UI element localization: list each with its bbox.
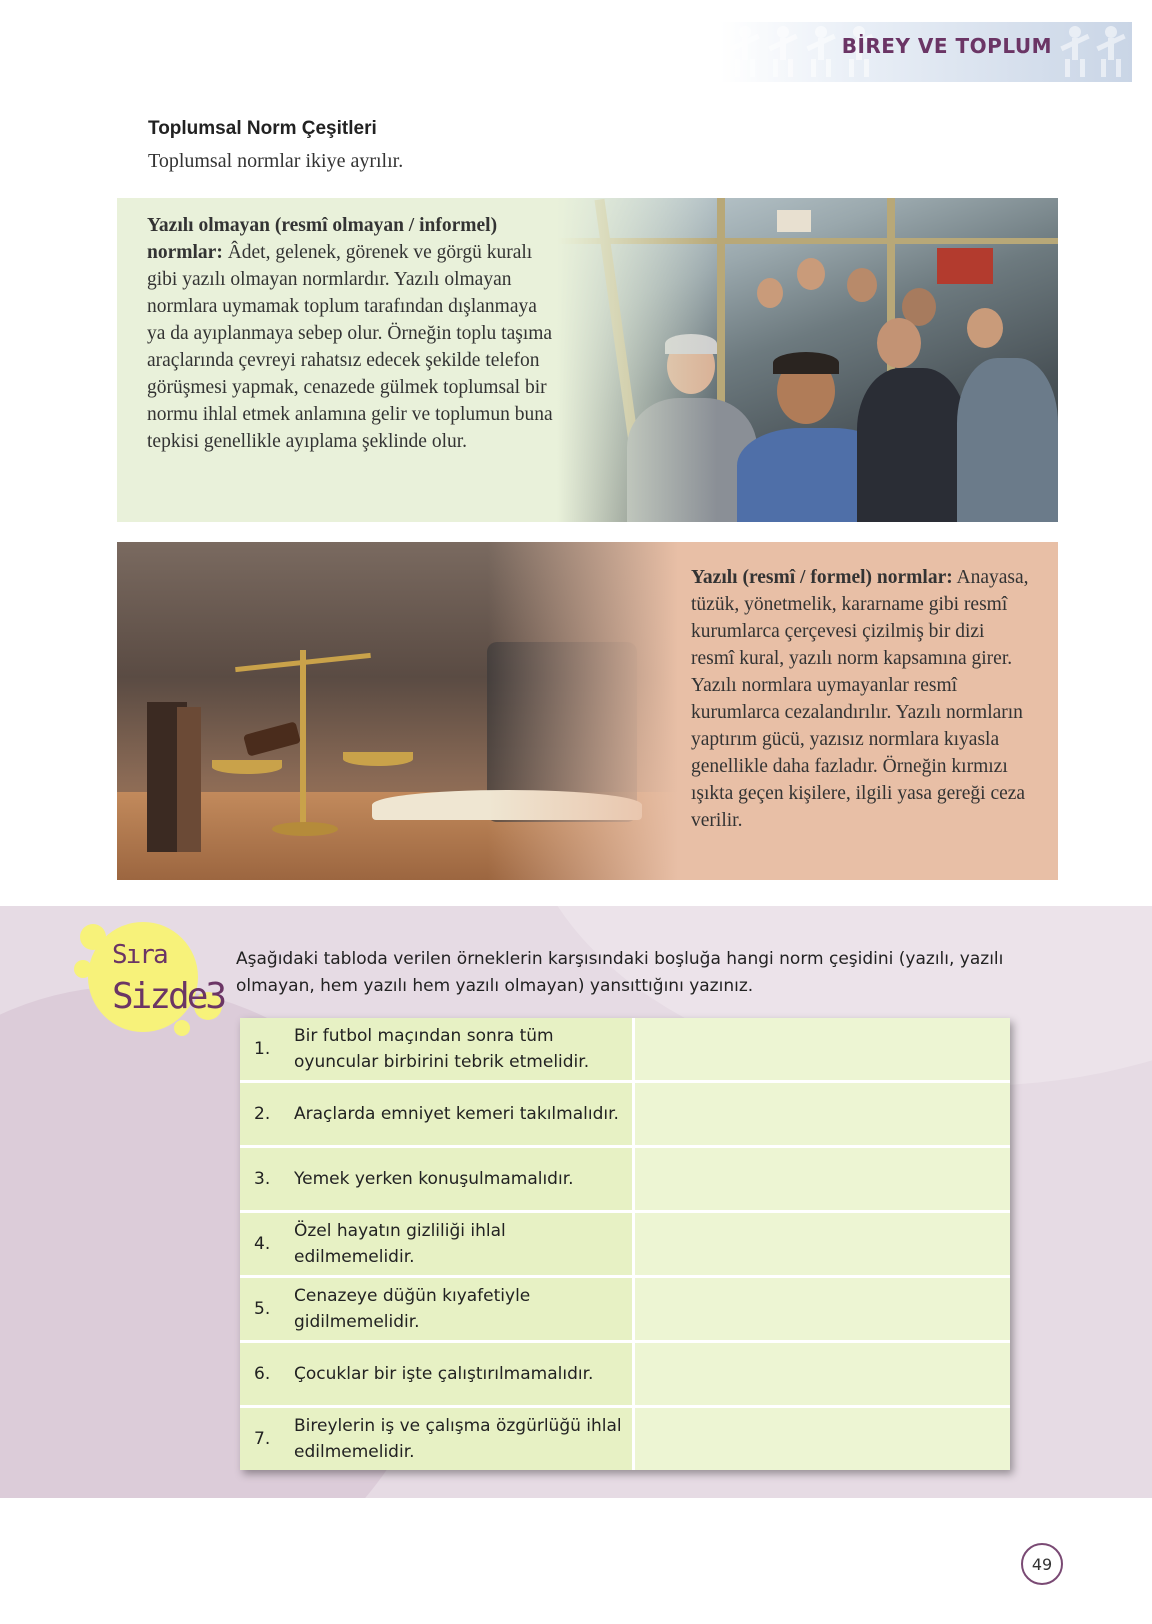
formal-norms-text — [691, 564, 1031, 834]
informal-norms-term: Yazılı olmayan (resmî olmayan / informel) normlar: — [147, 215, 498, 263]
formal-norms-box — [117, 542, 1058, 880]
badge-number: 3 — [205, 976, 225, 1017]
table-row — [240, 1213, 1010, 1278]
section-subtitle: Toplumsal normlar ikiye ayrılır. — [148, 150, 404, 172]
person-figure-icon — [768, 26, 798, 80]
row-number: 3. — [254, 1169, 271, 1189]
justice-scales-photo — [117, 542, 677, 880]
norms-table — [240, 1018, 1010, 1470]
person-figure-icon — [1096, 26, 1126, 80]
person-figure-icon — [1060, 26, 1090, 80]
row-number: 7. — [254, 1429, 271, 1449]
informal-norms-body: Âdet, gelenek, görenek ve görgü kuralı gibi yazılı olmayan normlardır. Yazılı olmayan normlara uymamak toplum tarafından dışlanmaya ya da ayıplanmaya sebep olur. Örneğin toplu taşıma araçlarında çevreyi rahatsız edecek şekilde telefon görüşmesi yapmak, cenazede gülmek toplumsal bir normu ihlal etmek anlamına gelir ve toplumun buna tepkisi genellikle ayıplama şeklinde olur. — [147, 242, 553, 452]
row-example: Yemek yerken konuşulmamalıdır. — [294, 1169, 574, 1189]
row-number: 1. — [254, 1039, 271, 1059]
answer-cell[interactable] — [635, 1148, 1010, 1210]
row-example: Özel hayatın gizliliği ihlal edilmemelidir. — [294, 1221, 506, 1267]
table-row — [240, 1278, 1010, 1343]
answer-cell[interactable] — [635, 1343, 1010, 1405]
table-row — [240, 1083, 1010, 1148]
row-example: Çocuklar bir işte çalıştırılmamalıdır. — [294, 1364, 594, 1384]
row-example: Araçlarda emniyet kemeri takılmalıdır. — [294, 1104, 619, 1124]
table-row — [240, 1343, 1010, 1408]
section-title: Toplumsal Norm Çeşitleri — [148, 118, 377, 139]
table-row — [240, 1148, 1010, 1213]
activity-instruction: Aşağıdaki tabloda verilen örneklerin karşısındaki boşluğa hangi norm çeşidini (yazılı, yazılı olmayan, hem yazılı hem yazılı olmayan) yansıttığını yazınız. — [236, 949, 1004, 996]
chapter-title: BİREY VE TOPLUM — [841, 34, 1052, 58]
table-row — [240, 1408, 1010, 1470]
row-number: 2. — [254, 1104, 271, 1124]
badge-label-line2 — [112, 976, 224, 1017]
person-figure-icon — [730, 26, 760, 80]
answer-cell[interactable] — [635, 1018, 1010, 1080]
formal-norms-term: Yazılı (resmî / formel) normlar: — [691, 567, 953, 588]
badge-label-word: Sizde — [112, 976, 206, 1017]
informal-norms-text — [147, 212, 557, 455]
person-figure-icon — [806, 26, 836, 80]
answer-cell[interactable] — [635, 1408, 1010, 1470]
answer-cell[interactable] — [635, 1278, 1010, 1340]
row-example: Bir futbol maçından sonra tüm oyuncular birbirini tebrik etmelidir. — [294, 1026, 590, 1072]
badge-label-line1: Sıra — [112, 940, 167, 970]
activity-badge — [82, 922, 225, 1032]
row-number: 5. — [254, 1299, 271, 1319]
table-row — [240, 1018, 1010, 1083]
answer-cell[interactable] — [635, 1083, 1010, 1145]
row-example: Cenazeye düğün kıyafetiyle gidilmemelidir. — [294, 1286, 531, 1332]
bus-passengers-photo — [557, 198, 1058, 522]
row-number: 6. — [254, 1364, 271, 1384]
row-number: 4. — [254, 1234, 271, 1254]
informal-norms-box — [117, 198, 1058, 522]
formal-norms-body: Anayasa, tüzük, yönetmelik, kararname gibi resmî kurumlarca çerçevesi çizilmiş bir dizi resmî kural, yazılı norm kapsamına girer. Yazılı normlara uymayanlar resmî kurumlarca cezalandırılır. Yazılı normların yaptırım gücü, yazısız normlara kıyasla genellikle daha fazladır. Örneğin kırmızı ışıkta geçen kişilere, ilgili yasa gereği ceza verilir. — [691, 567, 1029, 831]
row-example: Bireylerin iş ve çalışma özgürlüğü ihlal edilmemelidir. — [294, 1416, 622, 1462]
page-number: 49 — [1021, 1543, 1063, 1585]
answer-cell[interactable] — [635, 1213, 1010, 1275]
